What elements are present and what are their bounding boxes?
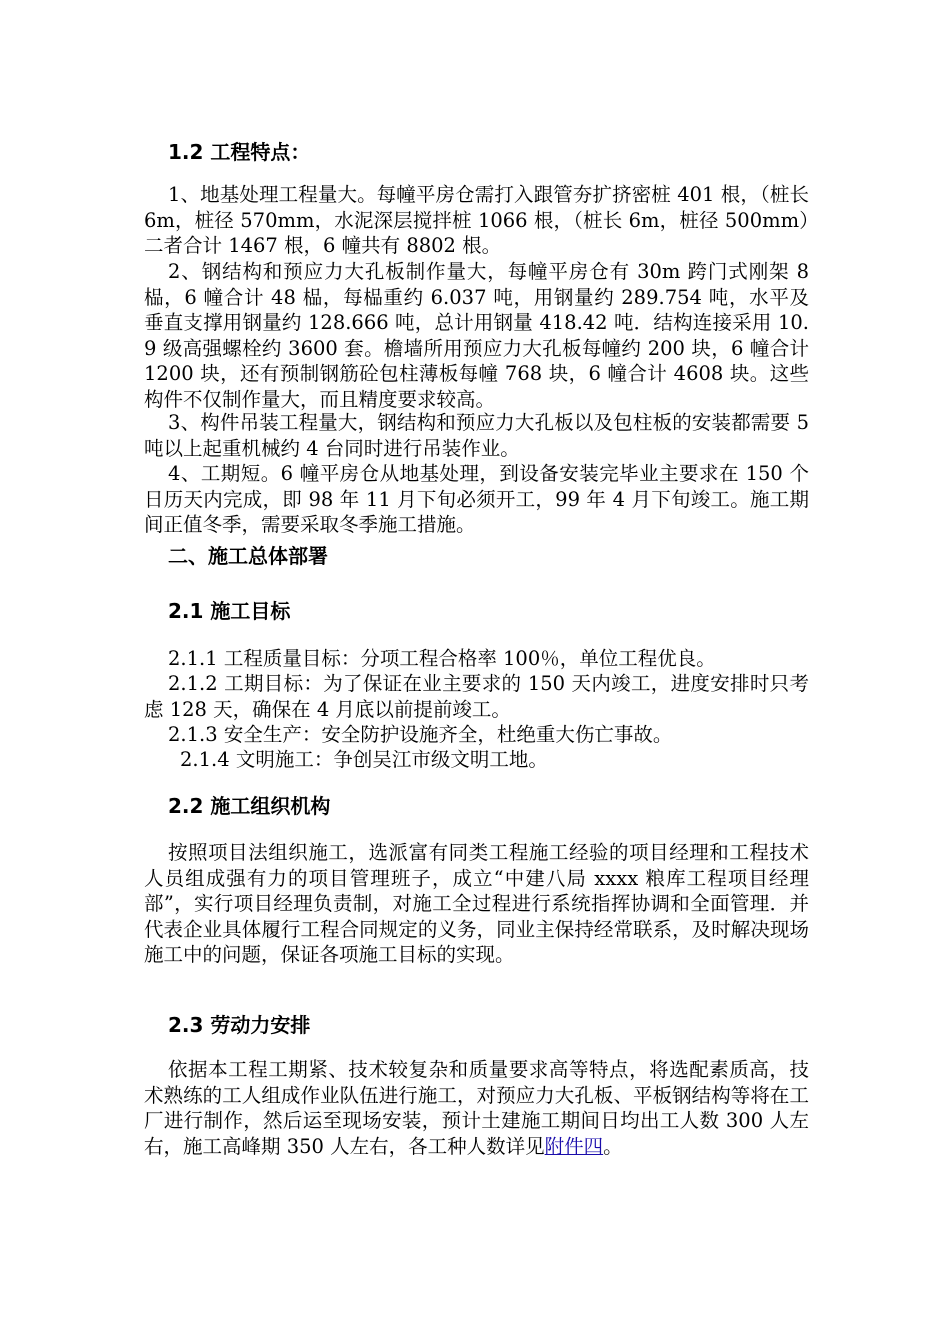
goal-safety: 2.1.3 安全生产：安全防护设施齐全，杜绝重大伤亡事故。: [168, 723, 673, 746]
goal-schedule: 2.1.2 工期目标：为了保证在业主要求的 150 天内竣工，进度安排时只考虑 128 天，确保在 4 月底以前提前竣工。: [144, 672, 809, 721]
heading-2-2: 2.2 施工组织机构: [168, 794, 331, 818]
labor-end: 。: [603, 1134, 623, 1158]
heading-2: 二、施工总体部署: [168, 544, 328, 568]
heading-2-1: 2.1 施工目标: [168, 599, 291, 623]
heading-2-3: 2.3 劳动力安排: [168, 1013, 311, 1037]
appendix-four-link[interactable]: 附件四: [544, 1134, 604, 1158]
paragraph-steel-structure: 2、钢结构和预应力大孔板制作量大，每幢平房仓有 30m 跨门式刚架 8 榀，6 幢合计 48 榀，每榀重约 6.037 吨，用钢量约 289.754 吨，水平及垂直支撑用钢量约 128.666 吨，总计用钢量 418.42 吨．结构连接采用 10.9 级高强螺栓约 3600 套。檐墙所用预应力大孔板每幢约 200 块，6 幢合计 1200 块，还有预制钢筋砼包柱薄板每幢 768 块，6 幢合计 4608 块。这些构件不仅制作量大，而且精度要求较高。: [144, 260, 809, 411]
goal-quality: 2.1.1 工程质量目标：分项工程合格率 100％，单位工程优良。: [168, 647, 716, 670]
heading-1-2: 1.2 工程特点：: [168, 140, 311, 164]
goal-civilized: 2.1.4 文明施工：争创吴江市级文明工地。: [180, 748, 548, 771]
paragraph-organization: 按照项目法组织施工，选派富有同类工程施工经验的项目经理和工程技术人员组成强有力的项目管理班子，成立“中建八局 xxxx 粮库工程项目经理部”，实行项目经理负责制，对施工全过程进行系统指挥协调和全面管理．并代表企业具体履行工程合同规定的义务，同业主保持经常联系，及时解决现场施工中的问题，保证各项施工目标的实现。: [144, 841, 809, 966]
paragraph-foundation: 1、地基处理工程量大。每幢平房仓需打入跟管夯扩挤密桩 401 根，（桩长 6m，桩径 570mm，水泥深层搅拌桩 1066 根，（桩长 6m，桩径 500mm）二者合计 1467 根，6 幢共有 8802 根。: [144, 183, 809, 257]
paragraph-schedule: 4、工期短。6 幢平房仓从地基处理，到设备安装完毕业主要求在 150 个日历天内完成，即 98 年 11 月下旬必须开工，99 年 4 月下旬竣工。施工期间正值冬季，需要采取冬季施工措施。: [144, 462, 809, 536]
paragraph-labor: [144, 1057, 809, 1159]
labor-text: 依据本工程工期紧、技术较复杂和质量要求高等特点，将选配素质高，技术熟练的工人组成作业队伍进行施工，对预应力大孔板、平板钢结构等将在工厂进行制作，然后运至现场安装，预计土建施工期间日均出工人数 300 人左右，施工高峰期 350 人左右，各工种人数详见: [144, 1058, 809, 1158]
paragraph-lifting: 3、构件吊装工程量大，钢结构和预应力大孔板以及包柱板的安装都需要 5 吨以上起重机械约 4 台同时进行吊装作业。: [144, 411, 809, 460]
